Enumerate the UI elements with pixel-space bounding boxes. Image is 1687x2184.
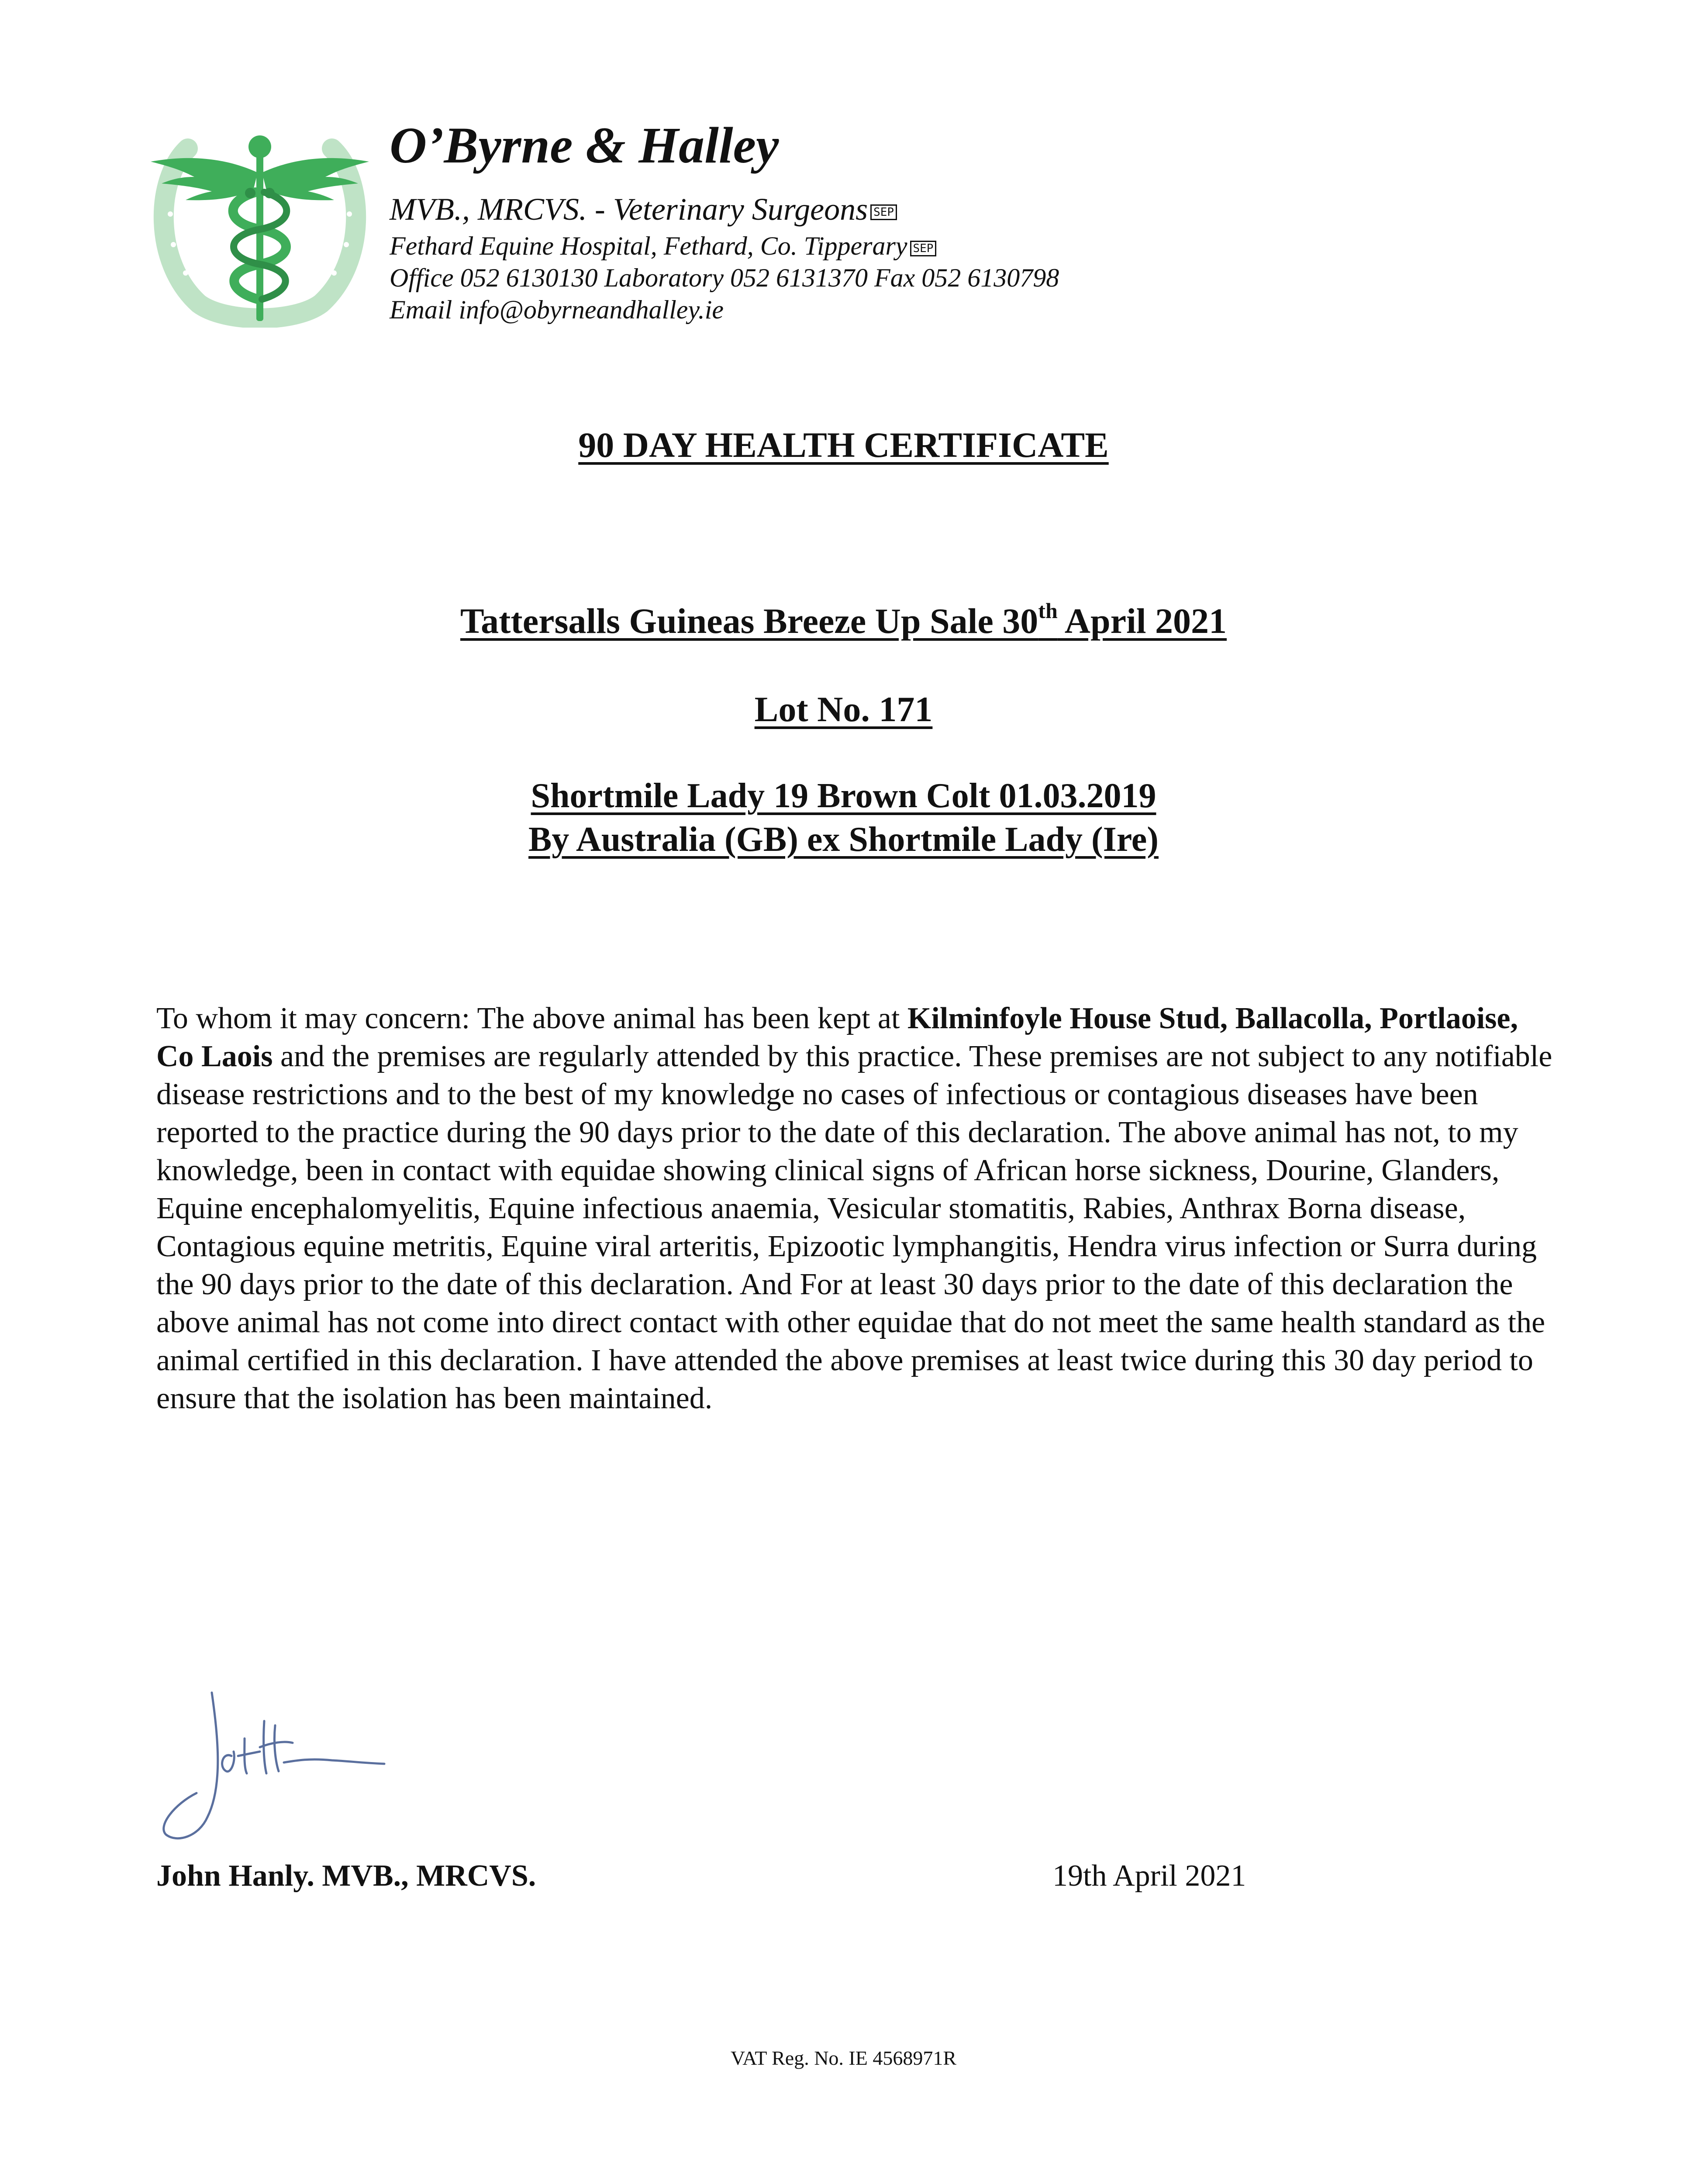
letterhead-email: Email info@obyrneandhalley.ie	[390, 295, 724, 324]
firm-name: O’Byrne & Halley	[390, 117, 779, 174]
practice-logo	[146, 131, 373, 328]
sale-title-date: April 2021	[1057, 601, 1227, 641]
declaration-intro: To whom it may concern: The above animal has been kept at	[156, 1002, 907, 1035]
vat-registration: VAT Reg. No. IE 4568971R	[730, 2047, 957, 2069]
signer-name: John Hanly. MVB., MRCVS.	[156, 1859, 536, 1893]
handwritten-signature	[157, 1686, 402, 1861]
declaration-paragraph	[156, 999, 1554, 1417]
sep-glyph-icon-2: SEP	[910, 241, 937, 256]
letterhead-address	[390, 232, 936, 260]
signature-date: 19th April 2021	[1052, 1859, 1246, 1893]
horse-description: Shortmile Lady 19 Brown Colt 01.03.2019	[531, 777, 1156, 815]
lot-number: Lot No. 171	[754, 689, 933, 729]
sale-title	[0, 598, 1687, 642]
premises-name: Kilminfoyle House Stud, Ballacolla, Portlaoise, Co Laois	[156, 1002, 1518, 1073]
letterhead-qualifications	[390, 192, 897, 227]
letterhead-phones: Office 052 6130130 Laboratory 052 6131370 Fax 052 6130798	[390, 263, 1059, 292]
certificate-title: 90 DAY HEALTH CERTIFICATE	[578, 425, 1109, 465]
horse-pedigree: By Australia (GB) ex Shortmile Lady (Ire)	[528, 820, 1159, 859]
sale-title-main: Tattersalls Guineas Breeze Up Sale 30	[460, 601, 1038, 641]
sep-glyph-icon: SEP	[870, 204, 897, 220]
declaration-text: and the premises are regularly attended by this practice. These premises are not subject to any notifiable disease restrictions and to the best of my knowledge no cases of infectious or contagious diseases have been reported to the practice during the 90 days prior to the date of this declaration. The above animal has not, to my knowledge, been in contact with equidae showing clinical signs of African horse sickness, Dourine, Glanders, Equine encephalomyelitis, Equine infectious anaemia, Vesicular stomatitis, Rabies, Anthrax Borna disease, Contagious equine metritis, Equine viral arteritis, Epizootic lymphangitis, Hendra virus infection or Surra during the 90 days prior to the date of this declaration. And For at least 30 days prior to the date of this declaration the above animal has not come into direct contact with other equidae that do not meet the same health standard as the animal certified in this declaration. I have attended the above premises at least twice during this 30 day period to ensure that the isolation has been maintained.	[156, 1040, 1552, 1415]
address-text: Fethard Equine Hospital, Fethard, Co. Tipperary	[390, 232, 907, 260]
qualifications-text: MVB., MRCVS. - Veterinary Surgeons	[390, 192, 868, 227]
staff-orb-icon	[248, 135, 271, 158]
sale-title-superscript: th	[1038, 598, 1058, 623]
